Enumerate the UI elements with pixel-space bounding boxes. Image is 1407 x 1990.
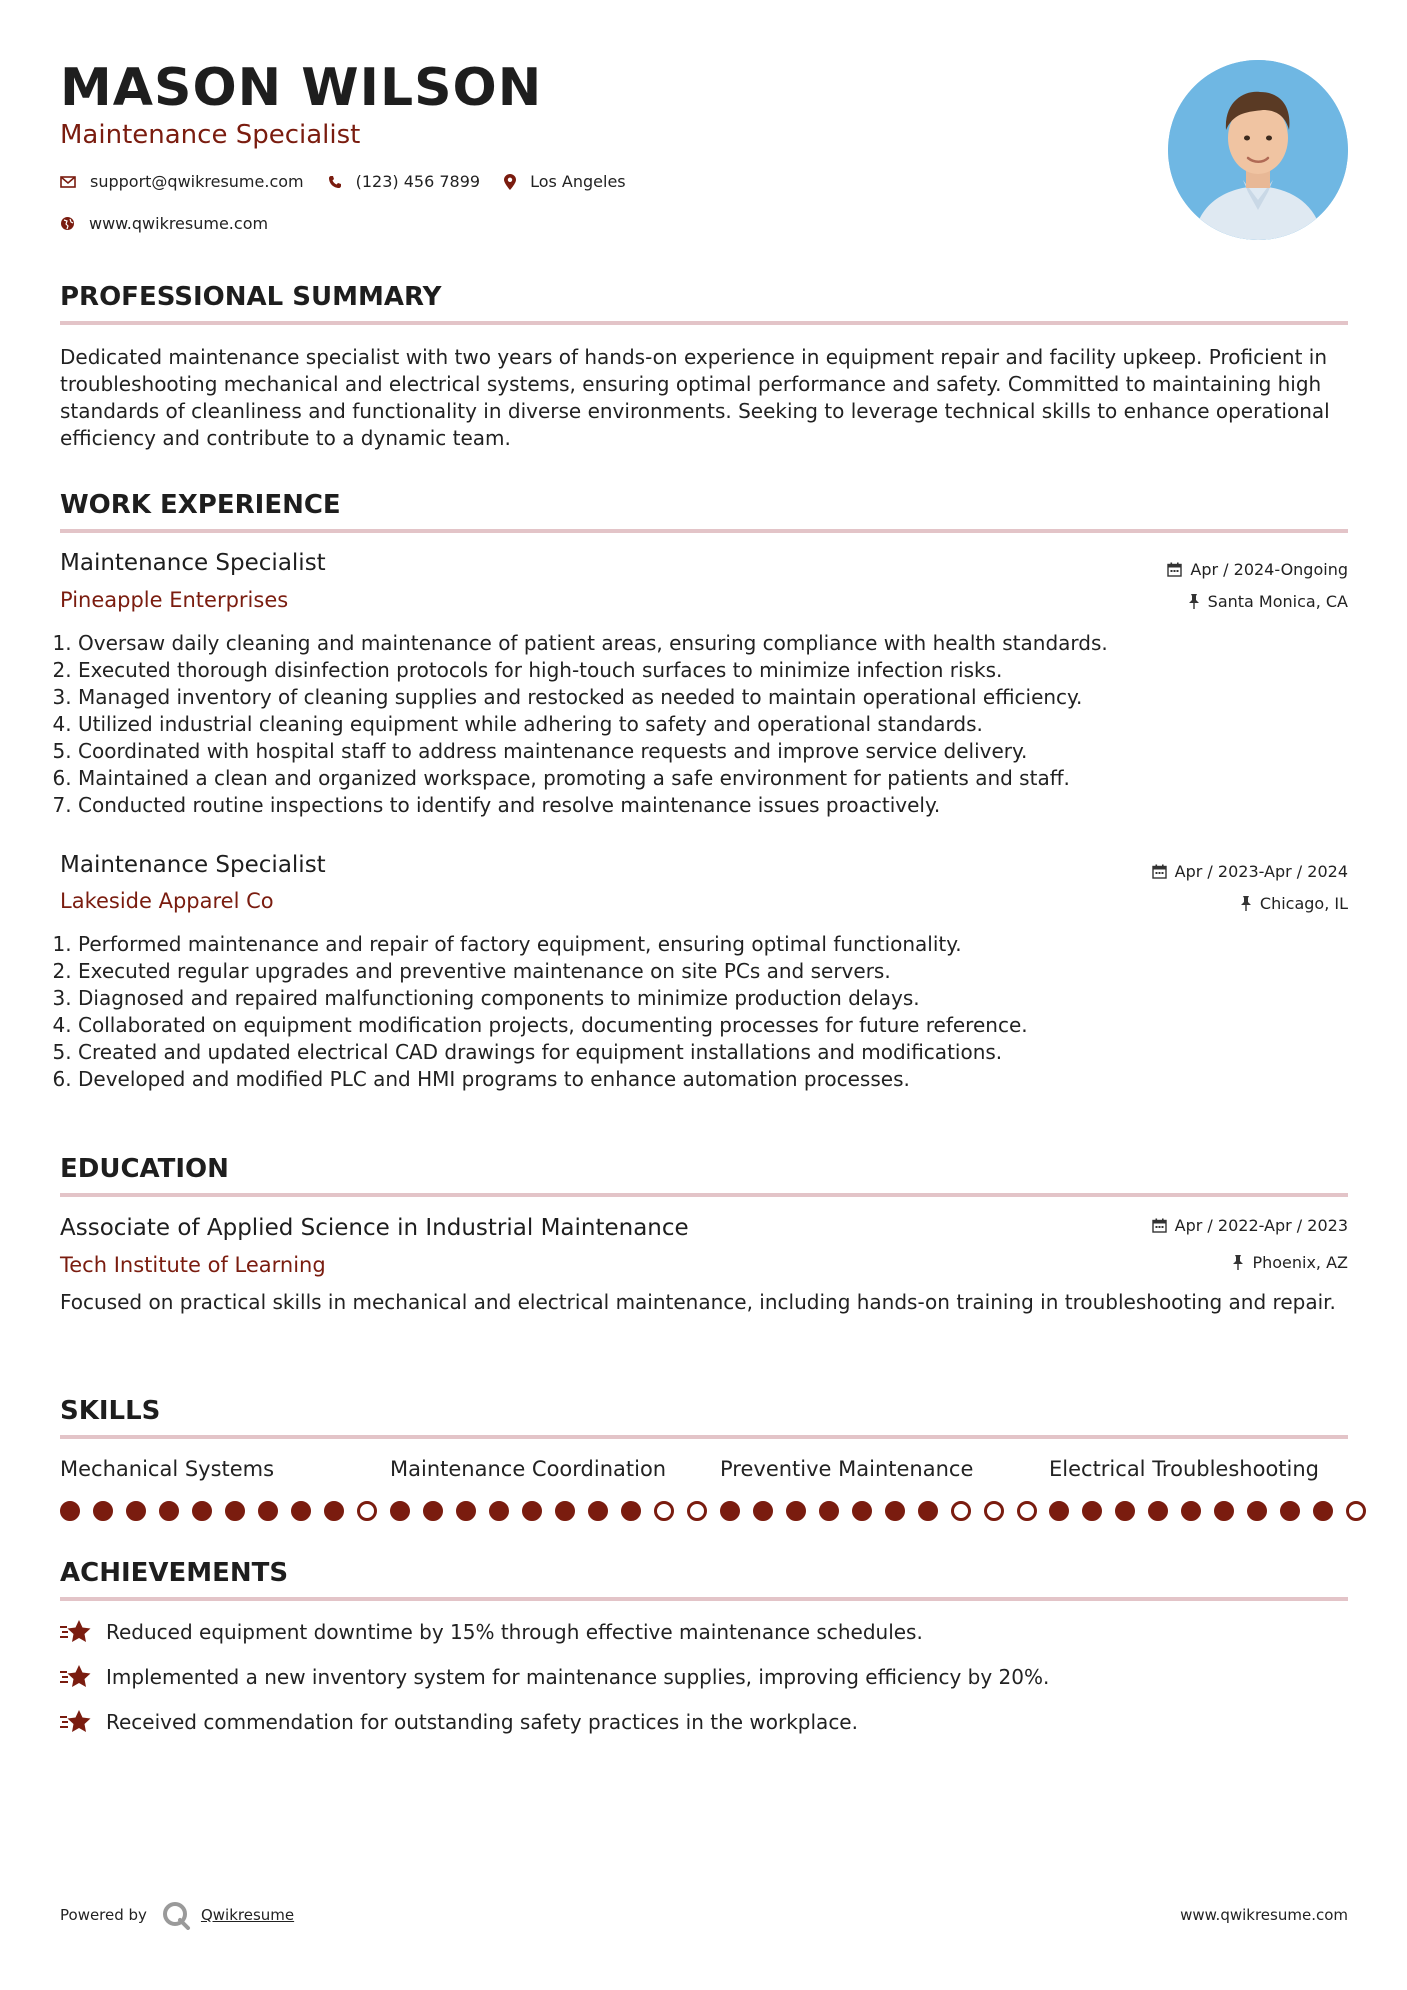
achievement-text: Implemented a new inventory system for maintenance supplies, improving efficiency by 20%. <box>106 1665 1050 1689</box>
qwikresume-logo-icon <box>161 1900 191 1930</box>
job-location-text: Santa Monica, CA <box>1207 592 1348 611</box>
skill-item <box>1049 1457 1349 1481</box>
mail-icon <box>60 176 76 188</box>
award-star-icon <box>60 1664 92 1690</box>
school-name: Tech Institute of Learning <box>60 1253 326 1277</box>
job-title: Maintenance Specialist <box>60 550 326 576</box>
rating-dot-filled <box>555 1501 575 1521</box>
rating-dot-filled <box>60 1501 80 1521</box>
rating-dot-filled <box>291 1501 311 1521</box>
rating-dot-filled <box>489 1501 509 1521</box>
rating-dot-filled <box>126 1501 146 1521</box>
rating-dot-empty <box>687 1501 707 1521</box>
rating-dot-filled <box>522 1501 542 1521</box>
section-divider <box>60 529 1348 533</box>
job-dates <box>1152 862 1348 881</box>
rating-dot-filled <box>819 1501 839 1521</box>
rating-dot-filled <box>423 1501 443 1521</box>
skill-name: Preventive Maintenance <box>720 1457 974 1481</box>
rating-dot-filled <box>390 1501 410 1521</box>
list-item: 2. Executed thorough disinfection protocols for high-touch surfaces to minimize infection risks. <box>78 657 1348 684</box>
list-item: 3. Diagnosed and repaired malfunctioning components to minimize production delays. <box>78 985 1348 1012</box>
rating-dot-filled <box>1247 1501 1267 1521</box>
achievement-text: Reduced equipment downtime by 15% through effective maintenance schedules. <box>106 1620 923 1644</box>
rating-dot-filled <box>1115 1501 1135 1521</box>
skills-heading: SKILLS <box>60 1396 161 1426</box>
rating-dot-filled <box>621 1501 641 1521</box>
education-dates <box>1152 1216 1348 1235</box>
skill-rating <box>720 1501 1050 1521</box>
award-star-icon <box>60 1709 92 1735</box>
job-dates-text: Apr / 2023-Apr / 2024 <box>1174 862 1348 881</box>
email-item[interactable] <box>60 172 304 191</box>
rating-dot-filled <box>456 1501 476 1521</box>
education-dates-text: Apr / 2022-Apr / 2023 <box>1174 1216 1348 1235</box>
phone-text: (123) 456 7899 <box>355 172 481 191</box>
rating-dot-filled <box>1214 1501 1234 1521</box>
rating-dot-filled <box>588 1501 608 1521</box>
achievement-item <box>60 1709 858 1735</box>
rating-dot-filled <box>225 1501 245 1521</box>
skill-name: Mechanical Systems <box>60 1457 275 1481</box>
skill-name: Maintenance Coordination <box>390 1457 667 1481</box>
summary-text: Dedicated maintenance specialist with two years of hands-on experience in equipment repair and facility upkeep. Proficient in troubleshooting mechanical and electrical systems, ensuring optimal performance and safety. Committed to maintaining high standards of cleanliness and functionality in diverse environments. Seeking to leverage technical skills to enhance operational efficiency and contribute to a dynamic team. <box>60 345 1330 450</box>
location-item <box>504 172 626 191</box>
rating-dot-filled <box>918 1501 938 1521</box>
skill-item <box>720 1457 1020 1481</box>
brand-link[interactable]: Qwikresume <box>200 1906 295 1924</box>
calendar-icon <box>1167 562 1182 577</box>
section-divider <box>60 1193 1348 1197</box>
candidate-name: MASON WILSON <box>60 58 543 118</box>
achievement-text: Received commendation for outstanding safety practices in the workplace. <box>106 1710 858 1734</box>
powered-by-text: Powered by <box>60 1906 147 1924</box>
job-dates <box>1167 560 1348 579</box>
website-text: www.qwikresume.com <box>89 214 269 233</box>
rating-dot-filled <box>1313 1501 1333 1521</box>
rating-dot-filled <box>1049 1501 1069 1521</box>
rating-dot-filled <box>324 1501 344 1521</box>
job-company: Lakeside Apparel Co <box>60 889 274 913</box>
list-item: 5. Created and updated electrical CAD drawings for equipment installations and modifications. <box>78 1039 1348 1066</box>
rating-dot-filled <box>753 1501 773 1521</box>
website-item[interactable] <box>60 214 268 233</box>
achievement-item <box>60 1619 923 1645</box>
section-divider <box>60 321 1348 325</box>
award-star-icon <box>60 1619 92 1645</box>
list-item: 6. Developed and modified PLC and HMI programs to enhance automation processes. <box>78 1066 1348 1093</box>
candidate-title: Maintenance Specialist <box>60 120 361 150</box>
experience-heading: WORK EXPERIENCE <box>60 490 341 520</box>
rating-dot-filled <box>93 1501 113 1521</box>
skill-item <box>60 1457 360 1481</box>
list-item: 6. Maintained a clean and organized workspace, promoting a safe environment for patients and staff. <box>78 765 1348 792</box>
pushpin-icon <box>1240 896 1252 911</box>
list-item: 7. Conducted routine inspections to identify and resolve maintenance issues proactively. <box>78 792 1348 819</box>
summary-heading: PROFESSIONAL SUMMARY <box>60 282 442 312</box>
education-location-text: Phoenix, AZ <box>1252 1253 1348 1272</box>
job-location-text: Chicago, IL <box>1259 894 1348 913</box>
list-item: 1. Performed maintenance and repair of factory equipment, ensuring optimal functionality. <box>78 931 1348 958</box>
rating-dot-filled <box>786 1501 806 1521</box>
rating-dot-filled <box>720 1501 740 1521</box>
rating-dot-filled <box>192 1501 212 1521</box>
rating-dot-filled <box>885 1501 905 1521</box>
rating-dot-empty <box>1346 1501 1366 1521</box>
rating-dot-empty <box>951 1501 971 1521</box>
list-item: 4. Collaborated on equipment modification projects, documenting processes for future reference. <box>78 1012 1348 1039</box>
pushpin-icon <box>1188 594 1200 609</box>
list-item: 3. Managed inventory of cleaning supplies and restocked as needed to maintain operational efficiency. <box>78 684 1348 711</box>
job-bullets <box>60 630 1348 819</box>
rating-dot-filled <box>159 1501 179 1521</box>
rating-dot-filled <box>1148 1501 1168 1521</box>
rating-dot-filled <box>1181 1501 1201 1521</box>
rating-dot-empty <box>654 1501 674 1521</box>
job-dates-text: Apr / 2024-Ongoing <box>1190 560 1348 579</box>
section-divider <box>60 1435 1348 1439</box>
list-item: 5. Coordinated with hospital staff to address maintenance requests and improve service delivery. <box>78 738 1348 765</box>
job-bullets <box>60 931 1348 1093</box>
list-item: 4. Utilized industrial cleaning equipment while adhering to safety and operational standards. <box>78 711 1348 738</box>
skill-rating <box>60 1501 390 1521</box>
phone-icon <box>328 175 342 189</box>
map-pin-icon <box>504 174 516 190</box>
skill-rating <box>1049 1501 1379 1521</box>
rating-dot-filled <box>1280 1501 1300 1521</box>
job-company: Pineapple Enterprises <box>60 588 289 612</box>
skill-item <box>390 1457 690 1481</box>
skill-rating <box>390 1501 720 1521</box>
rating-dot-empty <box>1017 1501 1037 1521</box>
footer-website[interactable]: www.qwikresume.com <box>1180 1906 1348 1924</box>
pushpin-icon <box>1232 1255 1244 1270</box>
degree-title: Associate of Applied Science in Industrial Maintenance <box>60 1215 689 1241</box>
education-heading: EDUCATION <box>60 1154 229 1184</box>
job-title: Maintenance Specialist <box>60 852 326 878</box>
education-description: Focused on practical skills in mechanical and electrical maintenance, including hands-on training in troubleshooting and repair. <box>60 1290 1336 1314</box>
achievements-heading: ACHIEVEMENTS <box>60 1558 289 1588</box>
contact-row <box>60 172 650 191</box>
avatar-illustration <box>1168 60 1348 240</box>
rating-dot-filled <box>852 1501 872 1521</box>
globe-icon <box>60 216 75 231</box>
location-text: Los Angeles <box>530 172 626 191</box>
rating-dot-empty <box>984 1501 1004 1521</box>
profile-photo <box>1168 60 1348 240</box>
achievement-item <box>60 1664 1049 1690</box>
education-location <box>1232 1253 1348 1272</box>
phone-item[interactable] <box>328 172 480 191</box>
skill-name: Electrical Troubleshooting <box>1049 1457 1320 1481</box>
rating-dot-filled <box>1082 1501 1102 1521</box>
website-row <box>60 214 292 233</box>
rating-dot-empty <box>357 1501 377 1521</box>
job-location <box>1188 592 1348 611</box>
footer-powered-by <box>60 1900 294 1930</box>
email-text: support@qwikresume.com <box>90 172 304 191</box>
rating-dot-filled <box>258 1501 278 1521</box>
calendar-icon <box>1152 1218 1167 1233</box>
list-item: 1. Oversaw daily cleaning and maintenance of patient areas, ensuring compliance with health standards. <box>78 630 1348 657</box>
section-divider <box>60 1597 1348 1601</box>
list-item: 2. Executed regular upgrades and preventive maintenance on site PCs and servers. <box>78 958 1348 985</box>
calendar-icon <box>1152 864 1167 879</box>
job-location <box>1240 894 1348 913</box>
